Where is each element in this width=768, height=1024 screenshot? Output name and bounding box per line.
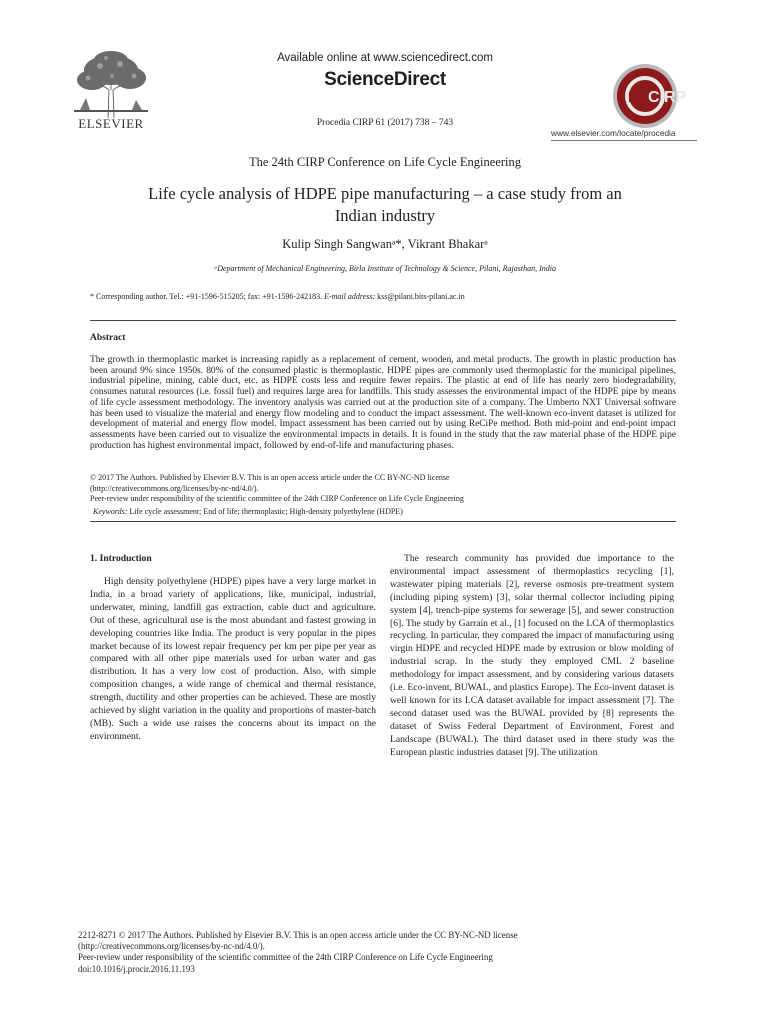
footer-notice	[78, 930, 698, 975]
introduction-paragraph-right: The research community has provided due importance to the environmental impact assessment of thermoplastics recycling [1], wastewater piping materials [2], reverse osmosis pre-treatment system (including piping system) [3], solar thermal collector including piping system [4], trench-pipe systems for sewerage [5], and sewer construction [6]. The study by Garraín et al., [1] focused on the LCA of thermoplastics recycling. In particular, they compared the impact of manufacturing using virgin HDPE and recycled HDPE made by extrusion or blow molding of industrial scrap. In the study they employed CML 2 baseline methodology for impact assessment, and by considering various datasets (i.e. Eco-invent, BUWAL, and plastics Europe). The Eco-invent dataset is well known for its LCA dataset available for impact assessment [7]. The second dataset used was the BUWAL provided by [8] represents the dataset of Swiss Federal Department of Environment, Forest and Landscape (BUWAL). The third dataset used in there study was the European plastic industries dataset [9]. The utilization	[390, 553, 674, 758]
sciencedirect-brand[interactable]: ScienceDirect	[324, 69, 446, 90]
license-link[interactable]: (http://creativecommons.org/licenses/by-nc-nd/4.0/).	[90, 483, 259, 493]
introduction-paragraph-left: High density polyethylene (HDPE) pipes have a very large market in India, in a broad variety of applications, like, municipal, industrial, underwater, mining, landfill gas extraction, cable duct and agriculture. Out of these, agricultural use is the most abundant and fastest growing in developing countries like India. The product is very popular in the pipes market because of its lowest repair frequency per km per pipe per year as compared with all other pipe materials used for urban water and gas distribution. It has a very low cost of production. Also, with simple composition changes, a wide range of chemical and thermal resistance, strength, ductility and other properties can be achieved. These are mostly achieved by slight variation in the quality and proportions of master-batch (MB). Such a wide use raises the concerns about its impact on the environment.	[90, 576, 376, 742]
abstract-top-rule	[90, 320, 676, 321]
article-title-line-1: Life cycle analysis of HDPE pipe manufacturing – a case study from an	[148, 184, 622, 203]
elsevier-tree-logo	[72, 50, 150, 122]
section-heading-introduction: 1. Introduction	[90, 553, 152, 564]
footer-doi[interactable]: doi:10.1016/j.procir.2016.11.193	[78, 963, 195, 974]
journal-reference: Procedia CIRP 61 (2017) 738 – 743	[316, 118, 454, 128]
header-divider	[551, 140, 697, 141]
affiliation: ᵃDepartment of Mechanical Engineering, Birla Institute of Technology & Science, Pilani, Rajasthan, India	[214, 264, 556, 273]
footer-peer-review: Peer-review under responsibility of the scientific committee of the 24th CIRP Conference on Life Cycle Engineering	[78, 952, 493, 963]
elsevier-wordmark: ELSEVIER	[78, 116, 144, 131]
keywords	[93, 507, 679, 516]
cirp-logo-text: CIRP	[648, 89, 686, 106]
keywords-label: Keywords:	[93, 507, 128, 516]
copyright-line-1: © 2017 The Authors. Published by Elsevier B.V. This is an open access article under the CC BY-NC-ND license	[90, 473, 450, 482]
conference-name: The 24th CIRP Conference on Life Cycle Engineering	[248, 155, 522, 169]
article-title	[60, 183, 710, 227]
available-online-text[interactable]: Available online at www.sciencedirect.com	[277, 52, 493, 64]
keywords-bottom-rule	[90, 521, 676, 522]
cirp-logo	[604, 62, 686, 130]
abstract-heading: Abstract	[90, 333, 126, 343]
corresponding-author	[90, 292, 690, 301]
authors: Kulip Singh Sangwanᵃ*, Vikrant Bhakarᵃ	[282, 237, 488, 251]
keywords-list: Life cycle assessment; End of life; thermoplastic; High-density polyethylene (HDPE)	[127, 507, 403, 516]
corresponding-author-text: * Corresponding author. Tel.: +91-1596-515205; fax: +91-1596-242183.	[90, 292, 325, 301]
footer-license-link[interactable]: (http://creativecommons.org/licenses/by-nc-nd/4.0/).	[78, 941, 265, 952]
email-label: E-mail address:	[324, 292, 376, 301]
email-address[interactable]: kss@pilani.bits-pilani.ac.in	[375, 292, 465, 301]
article-title-line-2: Indian industry	[334, 206, 436, 225]
abstract-text: The growth in thermoplastic market is increasing rapidly as a replacement of cement, wooden, and metal products. The growth in plastic production has been around 9% since 1950s. 80% of the consumed plastic is thermoplastic. HDPE pipes are commonly used thermoplastic for the municipal pipelines, industrial pipeline, mining, cable duct, etc. as HDPE costs less and require fewer repairs. The plastic at end of life has nearly zero biodegradability, consumes natural resources (i.e. fossil fuel) and requires large area for landfills. This study assesses the environmental impact of the HDPE pipe by means of life cycle assessment methodology. The inventory analysis was carried out at the production site of a company. The Umberto NXT Universal software has been used to visualize the material and energy flow modeling and to conduct the impact assessment. The well-known eco-invent dataset is utilized for development of material and energy flow model. Impact assessment has been carried out by using ReCiPe method. Both mid-point and end-point impact assessments have been carried out to visualize the environmental impacts in details. It is found in the study that the raw material phase of the HDPE pipe production has highest environmental impact, followed by end-of-life and manufacturing phases.	[90, 355, 676, 451]
footer-issn-license: 2212-8271 © 2017 The Authors. Published by Elsevier B.V. This is an open access article under the CC BY-NC-ND license	[78, 930, 518, 940]
journal-url[interactable]: www.elsevier.com/locate/procedia	[551, 128, 676, 138]
peer-review-notice: Peer-review under responsibility of the scientific committee of the 24th CIRP Conference on Life Cycle Engineering	[90, 494, 464, 503]
copyright-notice	[90, 473, 676, 494]
